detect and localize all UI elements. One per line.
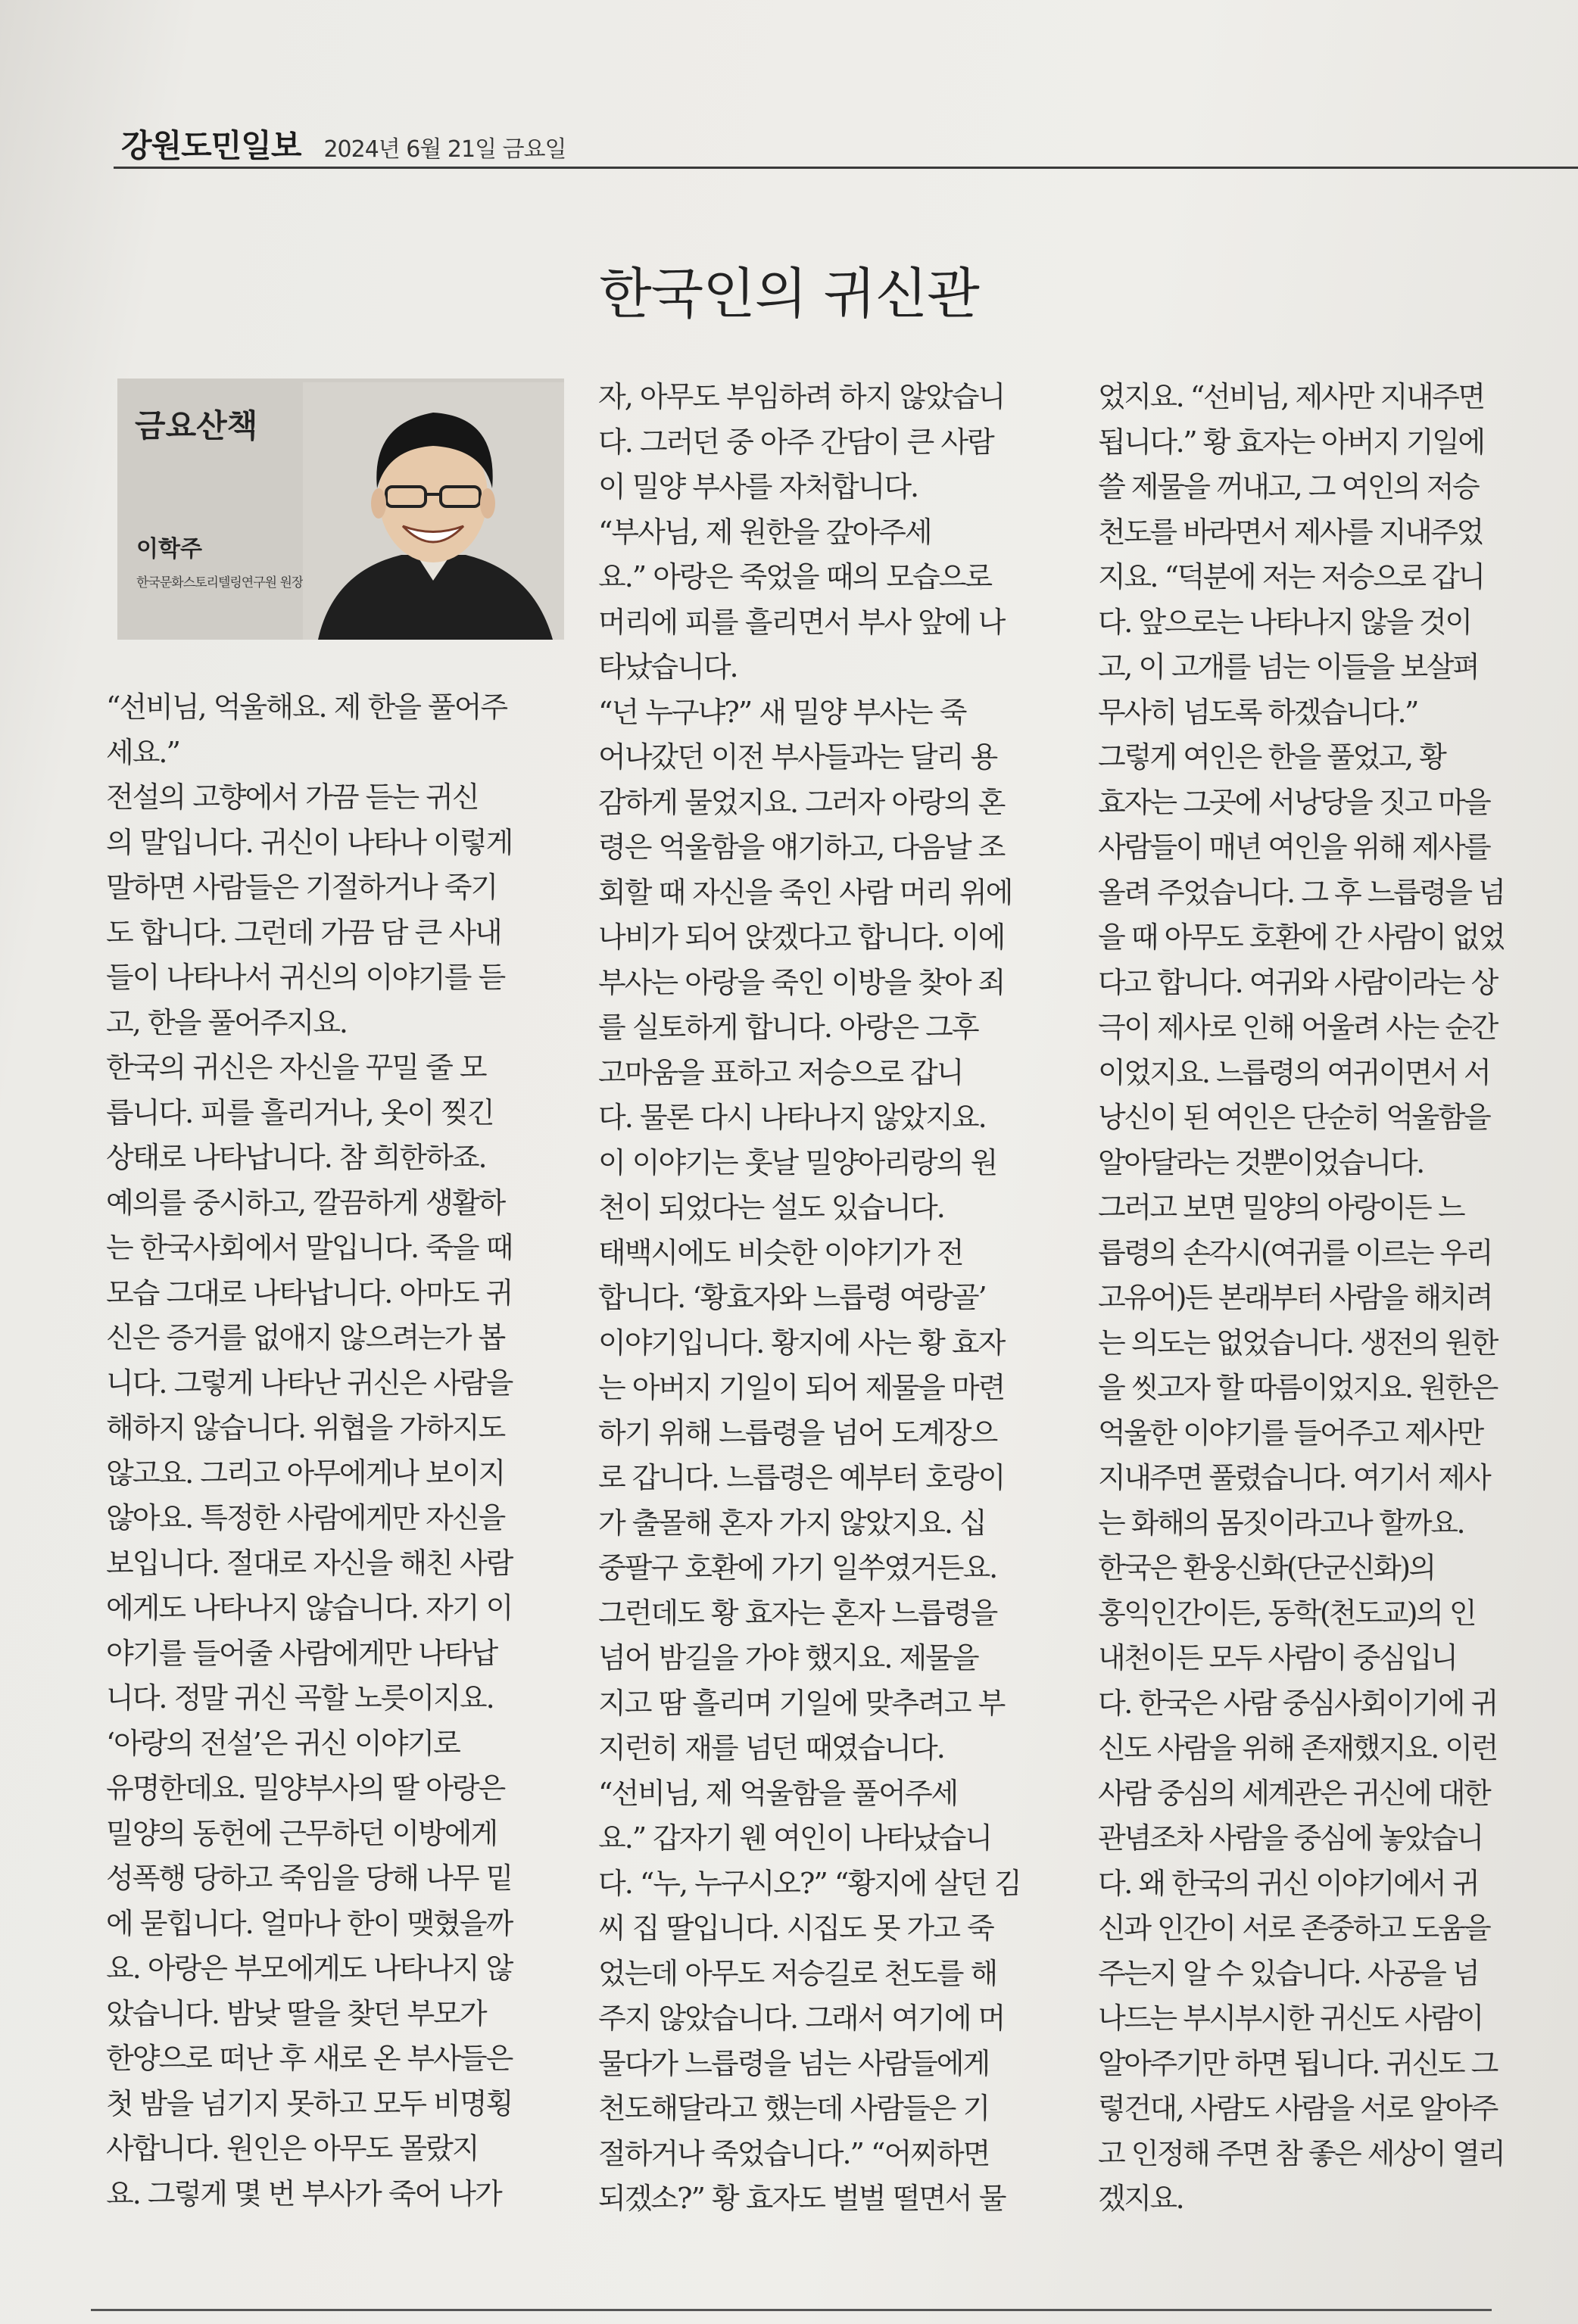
text-line: 이 이야기는 훗날 밀양아리랑의 원 bbox=[598, 1145, 997, 1179]
article-column-1 bbox=[106, 685, 568, 2217]
text-line: 이었지요. 느릅령의 여귀이면서 서 bbox=[1098, 1055, 1490, 1089]
text-line: 았습니다. 밤낮 딸을 찾던 부모가 bbox=[106, 1996, 486, 2030]
text-line: 겠지요. bbox=[1098, 2182, 1184, 2215]
text-line: “선비님, 제 억울함을 풀어주세 bbox=[598, 1776, 958, 1810]
text-line: 알아달라는 것뿐이었습니다. bbox=[1098, 1145, 1424, 1179]
text-line: “넌 누구냐?” 새 밀양 부사는 죽 bbox=[598, 695, 966, 729]
text-line: 보입니다. 절대로 자신을 해친 사람 bbox=[106, 1546, 513, 1580]
author-affiliation: 한국문화스토리텔링연구원 원장 bbox=[136, 575, 304, 590]
article-column-2 bbox=[598, 375, 1053, 2222]
text-line: 었지요. “선비님, 제사만 지내주면 bbox=[1098, 380, 1484, 413]
text-line: 그렇게 여인은 한을 풀었고, 황 bbox=[1098, 740, 1445, 774]
author-photo bbox=[303, 382, 564, 640]
text-line: 말하면 사람들은 기절하거나 죽기 bbox=[106, 871, 497, 904]
article-title: 한국인의 귀신관 bbox=[599, 262, 979, 326]
text-line: 는 화해의 몸짓이라고나 할까요. bbox=[1098, 1506, 1464, 1540]
column-name: 금요산책 bbox=[135, 407, 258, 444]
text-line: 주는지 알 수 있습니다. 사공을 넘 bbox=[1098, 1956, 1479, 1990]
text-line: 타났습니다. bbox=[598, 650, 738, 684]
text-line: 다. 왜 한국의 귀신 이야기에서 귀 bbox=[1098, 1866, 1479, 1900]
text-line: 니다. 정말 귀신 곡할 노릇이지요. bbox=[106, 1681, 494, 1715]
footer-rule bbox=[91, 2309, 1492, 2311]
text-line: 주지 않았습니다. 그래서 여기에 머 bbox=[598, 2002, 1005, 2035]
text-line: 머리에 피를 흘리면서 부사 앞에 나 bbox=[598, 605, 1005, 639]
text-line: 렇건대, 사람도 사람을 서로 알아주 bbox=[1098, 2092, 1497, 2125]
text-line: 넘어 밤길을 가야 했지요. 제물을 bbox=[598, 1641, 978, 1674]
text-line: 요.” 아랑은 죽었을 때의 모습으로 bbox=[598, 560, 992, 593]
article-column-3 bbox=[1098, 375, 1537, 2222]
text-line: 중팔구 호환에 가기 일쑤였거든요. bbox=[598, 1551, 997, 1584]
text-line: 밀양의 동헌에 근무하던 이방에게 bbox=[106, 1816, 497, 1850]
text-line: 다. 앞으로는 나타나지 않을 것이 bbox=[1098, 605, 1471, 639]
text-line: 의 말입니다. 귀신이 나타나 이렇게 bbox=[106, 825, 513, 859]
text-line: 지내주면 풀렸습니다. 여기서 제사 bbox=[1098, 1461, 1490, 1494]
text-line: 사람들이 매년 여인을 위해 제사를 bbox=[1098, 830, 1490, 864]
text-line: 신도 사람을 위해 존재했지요. 이런 bbox=[1098, 1731, 1497, 1765]
text-line: 홍익인간이든, 동학(천도교)의 인 bbox=[1098, 1596, 1476, 1630]
masthead-rule bbox=[114, 167, 1578, 169]
text-line: 을 때 아무도 호환에 간 사람이 없었 bbox=[1098, 921, 1505, 954]
text-line: 다. “누, 누구시오?” “황지에 살던 김 bbox=[598, 1866, 1021, 1900]
text-line: 한국은 환웅신화(단군신화)의 bbox=[1098, 1551, 1435, 1584]
text-line: 었는데 아무도 저승길로 천도를 해 bbox=[598, 1956, 997, 1990]
text-line: 그러고 보면 밀양의 아랑이든 느 bbox=[1098, 1191, 1464, 1224]
text-line: 성폭행 당하고 죽임을 당해 나무 밑 bbox=[106, 1861, 513, 1895]
text-line: 부사는 아랑을 죽인 이방을 찾아 죄 bbox=[598, 965, 1005, 999]
text-line: 유명한데요. 밀양부사의 딸 아랑은 bbox=[106, 1771, 505, 1805]
text-line: 야기를 들어줄 사람에게만 나타납 bbox=[106, 1636, 497, 1670]
text-line: 자, 아무도 부임하려 하지 않았습니 bbox=[598, 380, 1005, 413]
text-line: 릅령의 손각시(여귀를 이르는 우리 bbox=[1098, 1235, 1492, 1269]
text-line: 극이 제사로 인해 어울려 사는 순간 bbox=[1098, 1011, 1497, 1044]
text-line: 를 실토하게 합니다. 아랑은 그후 bbox=[598, 1011, 978, 1044]
text-line: 에 묻힙니다. 얼마나 한이 맺혔을까 bbox=[106, 1906, 513, 1940]
text-line: 무사히 넘도록 하겠습니다.” bbox=[1098, 695, 1417, 729]
text-line: 고마움을 표하고 저승으로 갑니 bbox=[598, 1055, 963, 1089]
text-line: ‘아랑의 전설’은 귀신 이야기로 bbox=[106, 1726, 460, 1760]
text-line: 령은 억울함을 얘기하고, 다음날 조 bbox=[598, 830, 1005, 864]
text-line: 한국의 귀신은 자신을 꾸밀 줄 모 bbox=[106, 1051, 486, 1084]
text-line: 다고 합니다. 여귀와 사람이라는 상 bbox=[1098, 965, 1497, 999]
text-line: 이 밀양 부사를 자처합니다. bbox=[598, 470, 918, 503]
text-line: 사람 중심의 세계관은 귀신에 대한 bbox=[1098, 1776, 1490, 1810]
text-line: 천도를 바라면서 제사를 지내주었 bbox=[1098, 515, 1483, 549]
text-line: 세요.” bbox=[106, 735, 179, 769]
text-line: 지요. “덕분에 저는 저승으로 갑니 bbox=[1098, 560, 1484, 593]
text-line: 는 아버지 기일이 되어 제물을 마련 bbox=[598, 1371, 1005, 1404]
text-line: 그런데도 황 효자는 혼자 느릅령을 bbox=[598, 1596, 997, 1630]
text-line: 물다가 느릅령을 넘는 사람들에게 bbox=[598, 2046, 990, 2080]
text-line: 않고요. 그리고 아무에게나 보이지 bbox=[106, 1456, 505, 1490]
text-line: 나드는 부시부시한 귀신도 사람이 bbox=[1098, 2002, 1483, 2035]
masthead bbox=[121, 121, 566, 167]
text-line: 쓸 제물을 꺼내고, 그 여인의 저승 bbox=[1098, 470, 1479, 503]
text-line: 한양으로 떠난 후 새로 온 부사들은 bbox=[106, 2042, 513, 2075]
text-line: 합니다. ‘황효자와 느릅령 여랑골’ bbox=[598, 1281, 986, 1314]
text-line: 다. 그러던 중 아주 간담이 큰 사람 bbox=[598, 425, 993, 459]
text-line: 상태로 나타납니다. 참 희한하죠. bbox=[106, 1141, 486, 1174]
text-line: 되겠소?” 황 효자도 벌벌 떨면서 물 bbox=[598, 2182, 1006, 2215]
text-line: “선비님, 억울해요. 제 한을 풀어주 bbox=[106, 690, 507, 724]
text-line: 신과 인간이 서로 존중하고 도움을 bbox=[1098, 1911, 1490, 1945]
text-line: 요. 그렇게 몇 번 부사가 죽어 나가 bbox=[106, 2176, 501, 2210]
text-line: 하기 위해 느릅령을 넘어 도계장으 bbox=[598, 1416, 997, 1450]
text-line: 효자는 그곳에 서낭당을 짓고 마을 bbox=[1098, 785, 1490, 819]
text-line: 않아요. 특정한 사람에게만 자신을 bbox=[106, 1501, 505, 1534]
text-line: 관념조차 사람을 중심에 놓았습니 bbox=[1098, 1821, 1483, 1855]
issue-date: 2024년 6월 21일 금요일 bbox=[323, 136, 566, 163]
text-line: 는 한국사회에서 말입니다. 죽을 때 bbox=[106, 1231, 513, 1264]
text-line: 지런히 재를 넘던 때였습니다. bbox=[598, 1731, 944, 1765]
text-line: 로 갑니다. 느릅령은 예부터 호랑이 bbox=[598, 1461, 1005, 1494]
text-line: 니다. 그렇게 나타난 귀신은 사람을 bbox=[106, 1366, 513, 1400]
text-line: 태백시에도 비슷한 이야기가 전 bbox=[598, 1235, 963, 1269]
text-line: 고, 이 고개를 넘는 이들을 보살펴 bbox=[1098, 650, 1479, 684]
text-line: 들이 나타나서 귀신의 이야기를 듣 bbox=[106, 961, 505, 994]
text-line: 올려 주었습니다. 그 후 느릅령을 넘 bbox=[1098, 875, 1505, 909]
text-line: 낭신이 된 여인은 단순히 억울함을 bbox=[1098, 1101, 1490, 1134]
text-line: “부사님, 제 원한을 갚아주세 bbox=[598, 515, 931, 549]
text-line: 알아주기만 하면 됩니다. 귀신도 그 bbox=[1098, 2046, 1497, 2080]
text-line: 가 출몰해 혼자 가지 않았지요. 십 bbox=[598, 1506, 986, 1540]
text-line: 절하거나 죽었습니다.” “어찌하면 bbox=[598, 2136, 990, 2170]
text-line: 씨 집 딸입니다. 시집도 못 가고 죽 bbox=[598, 1911, 993, 1945]
text-line: 감하게 물었지요. 그러자 아랑의 혼 bbox=[598, 785, 1005, 819]
text-line: 에게도 나타나지 않습니다. 자기 이 bbox=[106, 1591, 513, 1625]
text-line: 예의를 중시하고, 깔끔하게 생활하 bbox=[106, 1185, 505, 1220]
text-line: 나비가 되어 앉겠다고 합니다. 이에 bbox=[598, 921, 1005, 954]
text-line: 도 합니다. 그런데 가끔 담 큰 사내 bbox=[106, 915, 501, 949]
text-line: 천이 되었다는 설도 있습니다. bbox=[598, 1191, 944, 1224]
text-line: 천도해달라고 했는데 사람들은 기 bbox=[598, 2092, 990, 2125]
text-line: 는 의도는 없었습니다. 생전의 원한 bbox=[1098, 1326, 1497, 1360]
text-line: 됩니다.” 황 효자는 아버지 기일에 bbox=[1098, 425, 1484, 459]
text-line: 다. 한국은 사람 중심사회이기에 귀 bbox=[1098, 1686, 1497, 1720]
text-line: 다. 물론 다시 나타나지 않았지요. bbox=[598, 1101, 986, 1134]
text-line: 요. 아랑은 부모에게도 나타나지 않 bbox=[106, 1952, 513, 1985]
text-line: 사합니다. 원인은 아무도 몰랐지 bbox=[106, 2132, 479, 2165]
text-line: 첫 밤을 넘기지 못하고 모두 비명횡 bbox=[106, 2086, 513, 2120]
author-name: 이학주 bbox=[136, 536, 202, 562]
text-line: 릅니다. 피를 흘리거나, 옷이 찢긴 bbox=[106, 1095, 494, 1129]
text-line: 내천이든 모두 사람이 중심입니 bbox=[1098, 1641, 1457, 1674]
text-line: 고 인정해 주면 참 좋은 세상이 열리 bbox=[1098, 2136, 1505, 2170]
text-line: 을 씻고자 할 따름이었지요. 원한은 bbox=[1098, 1371, 1497, 1404]
newspaper-name: 강원도민일보 bbox=[121, 127, 301, 164]
text-line: 고유어)든 본래부터 사람을 해치려 bbox=[1098, 1281, 1492, 1314]
text-line: 요.” 갑자기 웬 여인이 나타났습니 bbox=[598, 1821, 992, 1855]
text-line: 회할 때 자신을 죽인 사람 머리 위에 bbox=[598, 875, 1012, 909]
text-line: 지고 땀 흘리며 기일에 맞추려고 부 bbox=[598, 1686, 1005, 1720]
text-line: 어나갔던 이전 부사들과는 달리 용 bbox=[598, 740, 997, 774]
text-line: 신은 증거를 없애지 않으려는가 봅 bbox=[106, 1321, 505, 1354]
text-line: 해하지 않습니다. 위협을 가하지도 bbox=[106, 1411, 505, 1444]
text-line: 고, 한을 풀어주지요. bbox=[106, 1005, 347, 1039]
text-line: 모습 그대로 나타납니다. 아마도 귀 bbox=[106, 1276, 513, 1310]
text-line: 억울한 이야기를 들어주고 제사만 bbox=[1098, 1416, 1483, 1450]
text-line: 전설의 고향에서 가끔 듣는 귀신 bbox=[106, 780, 479, 814]
text-line: 이야기입니다. 황지에 사는 황 효자 bbox=[598, 1326, 1005, 1360]
